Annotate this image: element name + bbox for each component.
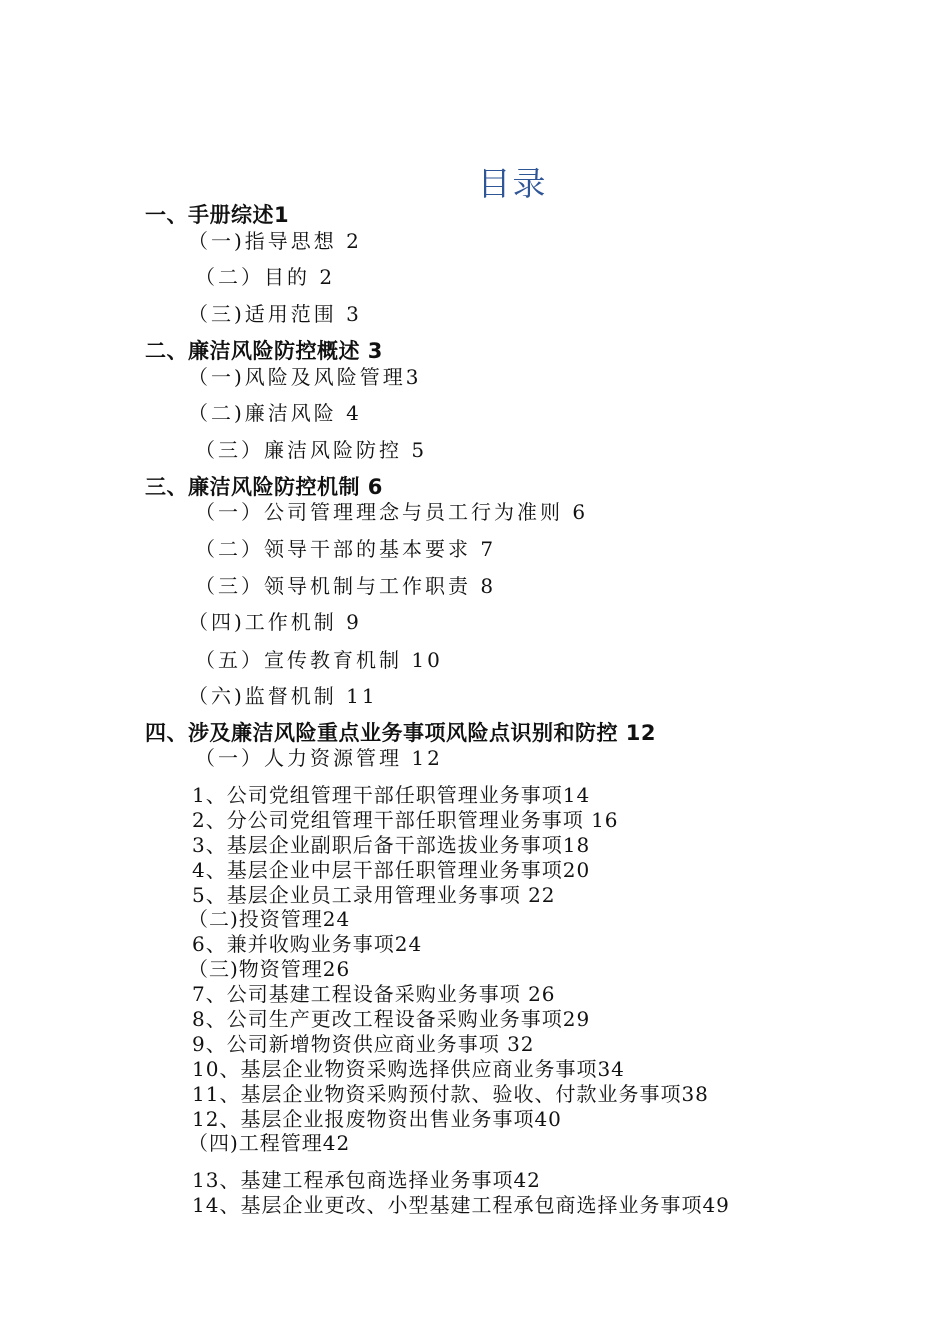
toc-item-10[interactable]: 10、基层企业物资采购选择供应商业务事项34 [192, 1057, 625, 1081]
toc-entry-2[interactable]: 二、廉洁风险防控概述 3 [145, 339, 383, 363]
toc-item-9[interactable]: 9、公司新增物资供应商业务事项 32 [192, 1032, 535, 1056]
toc-entry-3-1[interactable]: （一）公司管理理念与员工行为准则 6 [195, 500, 589, 524]
toc-item-5[interactable]: 5、基层企业员工录用管理业务事项 22 [192, 883, 556, 907]
toc-entry-1[interactable]: 一、手册综述1 [145, 203, 290, 227]
toc-entry-4-4[interactable]: （四)工程管理42 [188, 1131, 351, 1155]
toc-item-4[interactable]: 4、基层企业中层干部任职管理业务事项20 [192, 858, 591, 882]
toc-entry-2-2[interactable]: （二)廉洁风险 4 [188, 401, 362, 425]
toc-entry-3[interactable]: 三、廉洁风险防控机制 6 [145, 475, 383, 499]
toc-item-1[interactable]: 1、公司党组管理干部任职管理业务事项14 [192, 783, 591, 807]
toc-title: 目录 [477, 164, 548, 203]
toc-entry-3-6[interactable]: （六)监督机制 11 [188, 684, 378, 708]
toc-entry-4[interactable]: 四、涉及廉洁风险重点业务事项风险点识别和防控 12 [145, 721, 657, 745]
toc-entry-2-3[interactable]: （三）廉洁风险防控 5 [195, 438, 428, 462]
toc-item-12[interactable]: 12、基层企业报废物资出售业务事项40 [192, 1107, 562, 1131]
toc-item-6[interactable]: 6、兼并收购业务事项24 [192, 932, 423, 956]
toc-entry-3-3[interactable]: （三）领导机制与工作职责 8 [195, 574, 497, 598]
toc-entry-1-1[interactable]: （一)指导思想 2 [188, 229, 362, 253]
toc-item-2[interactable]: 2、分公司党组管理干部任职管理业务事项 16 [192, 808, 619, 832]
toc-item-7[interactable]: 7、公司基建工程设备采购业务事项 26 [192, 982, 556, 1006]
toc-entry-1-3[interactable]: （三)适用范围 3 [188, 302, 362, 326]
toc-item-14[interactable]: 14、基层企业更改、小型基建工程承包商选择业务事项49 [192, 1193, 730, 1217]
toc-entry-4-1[interactable]: （一）人力资源管理 12 [195, 746, 443, 770]
toc-entry-3-5[interactable]: （五）宣传教育机制 10 [195, 648, 443, 672]
toc-item-3[interactable]: 3、基层企业副职后备干部选拔业务事项18 [192, 833, 591, 857]
toc-item-11[interactable]: 11、基层企业物资采购预付款、验收、付款业务事项38 [192, 1082, 709, 1106]
toc-entry-1-2[interactable]: （二）目的 2 [195, 265, 336, 289]
toc-entry-4-3[interactable]: （三)物资管理26 [188, 957, 351, 981]
toc-item-13[interactable]: 13、基建工程承包商选择业务事项42 [192, 1168, 541, 1192]
toc-entry-4-2[interactable]: （二)投资管理24 [188, 907, 351, 931]
toc-entry-2-1[interactable]: （一)风险及风险管理3 [188, 365, 422, 389]
toc-entry-3-4[interactable]: （四)工作机制 9 [188, 610, 362, 634]
toc-entry-3-2[interactable]: （二）领导干部的基本要求 7 [195, 537, 497, 561]
toc-item-8[interactable]: 8、公司生产更改工程设备采购业务事项29 [192, 1007, 591, 1031]
